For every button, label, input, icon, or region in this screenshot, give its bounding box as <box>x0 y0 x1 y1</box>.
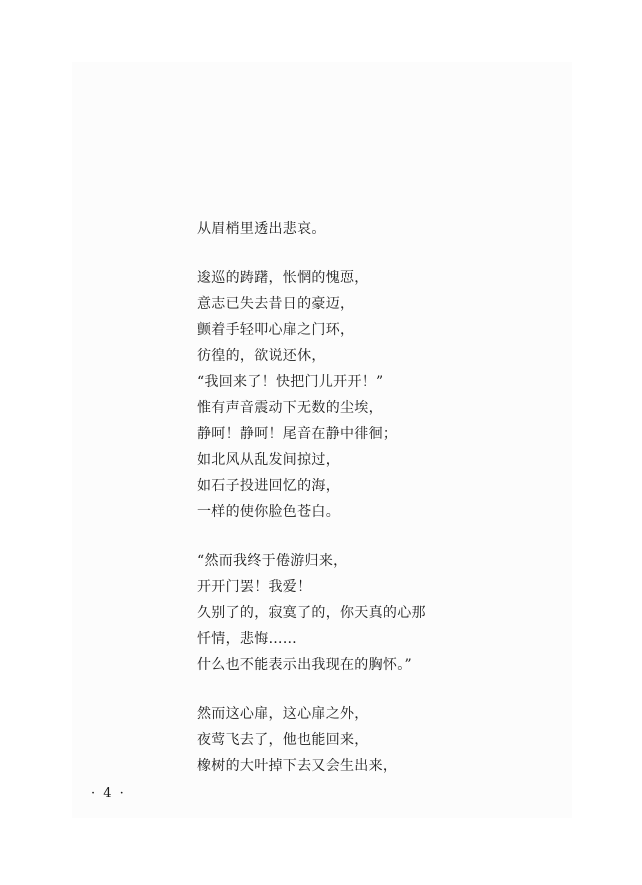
poem-line: “然而我终于倦游归来， <box>197 553 348 569</box>
page-number: · 4 · <box>91 786 126 801</box>
poem-line: 彷徨的，欲说还休， <box>197 348 326 364</box>
stanza <box>197 265 597 525</box>
stanza-gap <box>197 242 597 265</box>
poem-line: 逡巡的踌躇，怅惘的愧恧， <box>197 270 369 286</box>
poem-line: 如石子投进回忆的海， <box>197 478 340 494</box>
stanza-gap <box>197 678 597 701</box>
poem-line: 开开门罢！我爱！ <box>197 579 312 595</box>
poem-line: 从眉梢里透出悲哀。 <box>197 221 326 237</box>
poem-line: 一样的使你脸色苍白。 <box>197 504 340 520</box>
poem-line: 惟有声音震动下无数的尘埃， <box>197 400 383 416</box>
poem-line: 如北风从乱发间掠过， <box>197 452 340 468</box>
poem-line: 静呵！静呵！尾音在静中徘徊； <box>197 426 398 442</box>
poem-line: 忏情，悲悔…… <box>197 631 298 647</box>
poem-line: 意志已失去昔日的豪迈， <box>197 296 355 312</box>
stanza-gap <box>197 525 597 548</box>
stanza <box>197 548 597 678</box>
poem-line: 夜莺飞去了，他也能回来， <box>197 732 369 748</box>
poem-body <box>197 216 597 779</box>
stanza <box>197 216 597 242</box>
poem-line: 久别了的，寂寞了的，你天真的心那 <box>197 605 426 621</box>
poem-line: 橡树的大叶掉下去又会生出来， <box>197 758 398 774</box>
poem-line: “我回来了！快把门儿开开！” <box>197 374 384 390</box>
poem-line: 颤着手轻叩心扉之门环， <box>197 322 355 338</box>
stanza <box>197 701 597 779</box>
poem-line: 什么也不能表示出我现在的胸怀。” <box>197 657 412 673</box>
poem-line: 然而这心扉，这心扉之外， <box>197 706 369 722</box>
